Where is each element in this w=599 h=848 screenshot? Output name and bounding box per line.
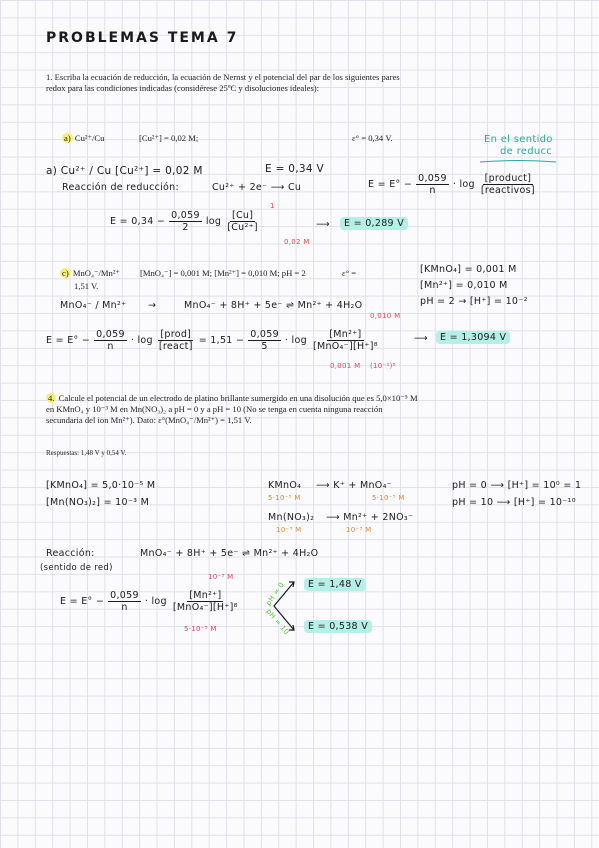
part-a-e-given: E = 0,34 V [265,163,325,175]
problem-4-nernst-lhs: E = E° − [60,596,105,607]
part-c-nernst-lhs: E = E° − [46,335,91,346]
reduction-reaction: Cu²⁺ + 2e⁻ ⟶ Cu [212,182,302,193]
part-c-calculation [46,329,380,352]
part-c-react: [react] [158,341,193,352]
problem-4-number: 4. [48,393,55,403]
part-a-calc-lhs: E = 0,34 − [110,216,166,227]
part-a-label: a) [64,133,71,143]
part-c-ratio-den: [MnO₄⁻][H⁺]⁸ [312,341,378,352]
part-a-anno-one: 1 [270,202,275,210]
part-c-reaction: MnO₄⁻ + 8H⁺ + 5e⁻ ⇌ Mn²⁺ + 4H₂O [184,300,363,311]
part-c-couple: MnO₄⁻/Mn²⁺ [72,268,120,278]
nernst-general-log: · log [452,179,475,190]
part-a-calc-ratio [225,210,260,233]
part-a-calculation [110,210,260,233]
part-a-calc-product: [Cu] [231,210,254,221]
dissociation-1-products: ⟶ K⁺ + MnO₄⁻ [316,480,393,491]
part-c-anno-bottom-2: (10⁻²)⁸ [370,362,396,370]
dissociation-1-rhs [316,480,392,491]
part-a-calc-reactant: [Cu²⁺] [227,222,258,233]
side-note-underline [478,158,558,166]
problem-4-anno-top: 10⁻³ M [208,573,234,581]
dissociation-2-sub-lhs: 10⁻³ M [276,526,302,534]
problem-4-anno-bottom: 5·10⁻⁵ M [184,625,217,633]
part-c-ratio-2 [311,329,380,352]
dissociation-1-sub-rhs: 5·10⁻⁵ M [372,494,405,502]
problem-4-reaction-label: Reacción: [46,548,95,559]
part-a-calc-fraction [169,210,202,233]
ph-10-line: pH = 10 ⟶ [H⁺] = 10⁻¹⁰ [452,497,576,508]
problem-4-ratio [171,590,240,613]
problem-1-statement: 1. Escriba la ecuación de reducción, la ecuación de Nernst y el potencial del par de los siguientes pares redox para las condiciones indicadas (considérese 25ºC y disoluciones ideales): [46,72,400,93]
dissociation-2-rhs: ⟶ Mn²⁺ + 2NO₃⁻ [326,512,414,523]
nernst-general [368,173,537,196]
part-a-arrow: ⟶ [316,219,330,230]
dissociation-2-sub-rhs: 10⁻³ M [346,526,372,534]
dissociation-1-lhs: KMnO₄ [268,480,302,491]
page-title: PROBLEMAS TEMA 7 [46,30,239,46]
part-a-concentration: [Cu²⁺] = 0,02 M; [139,133,199,143]
part-c-mid: = 1,51 − [198,335,245,346]
part-a-calc-den: 2 [182,222,189,233]
dissociation-2-lhs: Mn(NO₃)₂ [268,512,315,523]
nernst-general-fraction [416,173,449,196]
part-c-e0-label: ε° = [342,268,357,278]
part-a-result: E = 0,289 V [340,217,408,230]
part-c-concentrations: [MnO₄⁻] = 0,001 M; [Mn²⁺] = 0,010 M; pH = 2 [140,268,306,278]
dissociation-1-sub-lhs: 5·10⁻⁵ M [268,494,301,502]
problem-1c-header [60,268,120,279]
part-c-arrow: → [148,300,157,311]
side-note-line-2: de reducc [500,146,553,157]
nernst-general-ratio [479,173,537,196]
ph-0-line: pH = 0 ⟶ [H⁺] = 10⁰ = 1 [452,480,582,491]
problem-1a-header [62,133,104,144]
result-ph0: E = 1,48 V [304,578,366,591]
part-c-result-arrow: ⟶ [414,333,428,344]
part-c-data-mn: [Mn²⁺] = 0,010 M [420,280,508,291]
part-a-anno-conc: 0,02 M [284,238,310,246]
branch-ph0-label: pH = 0 [264,580,286,608]
part-c-data-ph: pH = 2 → [H⁺] = 10⁻² [420,296,528,307]
branch-ph10-label: pH = 10 [264,607,291,637]
problem-4-statement [46,393,421,426]
problem-4-num: 0,059 [110,590,139,601]
part-c-den-2: 5 [261,341,268,352]
result-ph10: E = 0,538 V [304,620,372,633]
problem-4-nernst [60,590,240,613]
reduction-reaction-label: Reacción de reducción: [62,182,179,193]
part-c-num-2: 0,059 [250,329,279,340]
part-c-log-2: · log [284,335,307,346]
part-c-fraction-1 [94,329,127,352]
side-note-line-1: En el sentido [484,134,553,145]
problem-4-fraction [108,590,141,613]
part-c-anno-top: 0,010 M [370,312,401,320]
problem-4-reaction-direction: (sentido de red) [40,563,113,573]
problem-4-data-mn: [Mn(NO₃)₂] = 10⁻³ M [46,497,150,508]
problem-4-reaction: MnO₄⁻ + 8H⁺ + 5e⁻ ⇌ Mn²⁺ + 4H₂O [140,548,319,559]
problem-4-text: Calcule el potencial de un electrodo de platino brillante sumergido en una disolución que es 5,0×10⁻⁵ M en KMnO₄ y 10⁻³ M en Mn(NO₃)₂ a pH = 0 y a pH = 10 (No se tenga en cuenta ninguna reacción secundaria del ion Mn²⁺). Dato: ε°(MnO₄⁻/Mn²⁺) = 1,51 V. [46,393,418,425]
part-c-den-1: n [107,341,114,352]
nernst-general-products: [product] [484,173,532,184]
problem-4-log: · log [144,596,167,607]
part-c-num-1: 0,059 [96,329,125,340]
problem-4-ratio-den: [MnO₄⁻][H⁺]⁸ [172,602,238,613]
nernst-general-den: n [429,185,436,196]
part-c-prod: [prod] [160,329,192,340]
part-c-anno-bottom-1: 0,001 M [330,362,361,370]
problem-4-den: n [121,602,128,613]
part-c-data-kmno4: [KMnO₄] = 0,001 M [420,264,517,275]
part-c-label: c) [62,268,69,278]
part-c-log-1: · log [130,335,153,346]
part-a-calc-log: log [205,216,222,227]
problem-4-data-kmno4: [KMnO₄] = 5,0·10⁻⁵ M [46,480,156,491]
part-a-calc-num: 0,059 [171,210,200,221]
nernst-general-lhs: E = E° − [368,179,413,190]
part-c-ratio-num: [Mn²⁺] [329,329,362,340]
part-c-fraction-2 [248,329,281,352]
part-c-result: E = 1,3094 V [436,331,510,344]
part-a-e0: ε° = 0,34 V. [352,133,393,143]
problem-4-ratio-num: [Mn²⁺] [189,590,222,601]
part-c-e0: 1,51 V. [74,281,99,291]
problem-4-answers: Respuestas: 1,48 V y 0,54 V. [46,449,127,457]
part-a-couple: Cu²⁺/Cu [74,133,105,143]
part-c-handwritten-couple: MnO₄⁻ / Mn²⁺ [60,300,127,311]
part-a-handwritten-couple: a) Cu²⁺ / Cu [Cu²⁺] = 0,02 M [46,165,203,177]
part-c-ratio-1 [157,329,195,352]
nernst-general-reactants: [reactivos] [480,185,535,196]
nernst-general-num: 0,059 [418,173,447,184]
